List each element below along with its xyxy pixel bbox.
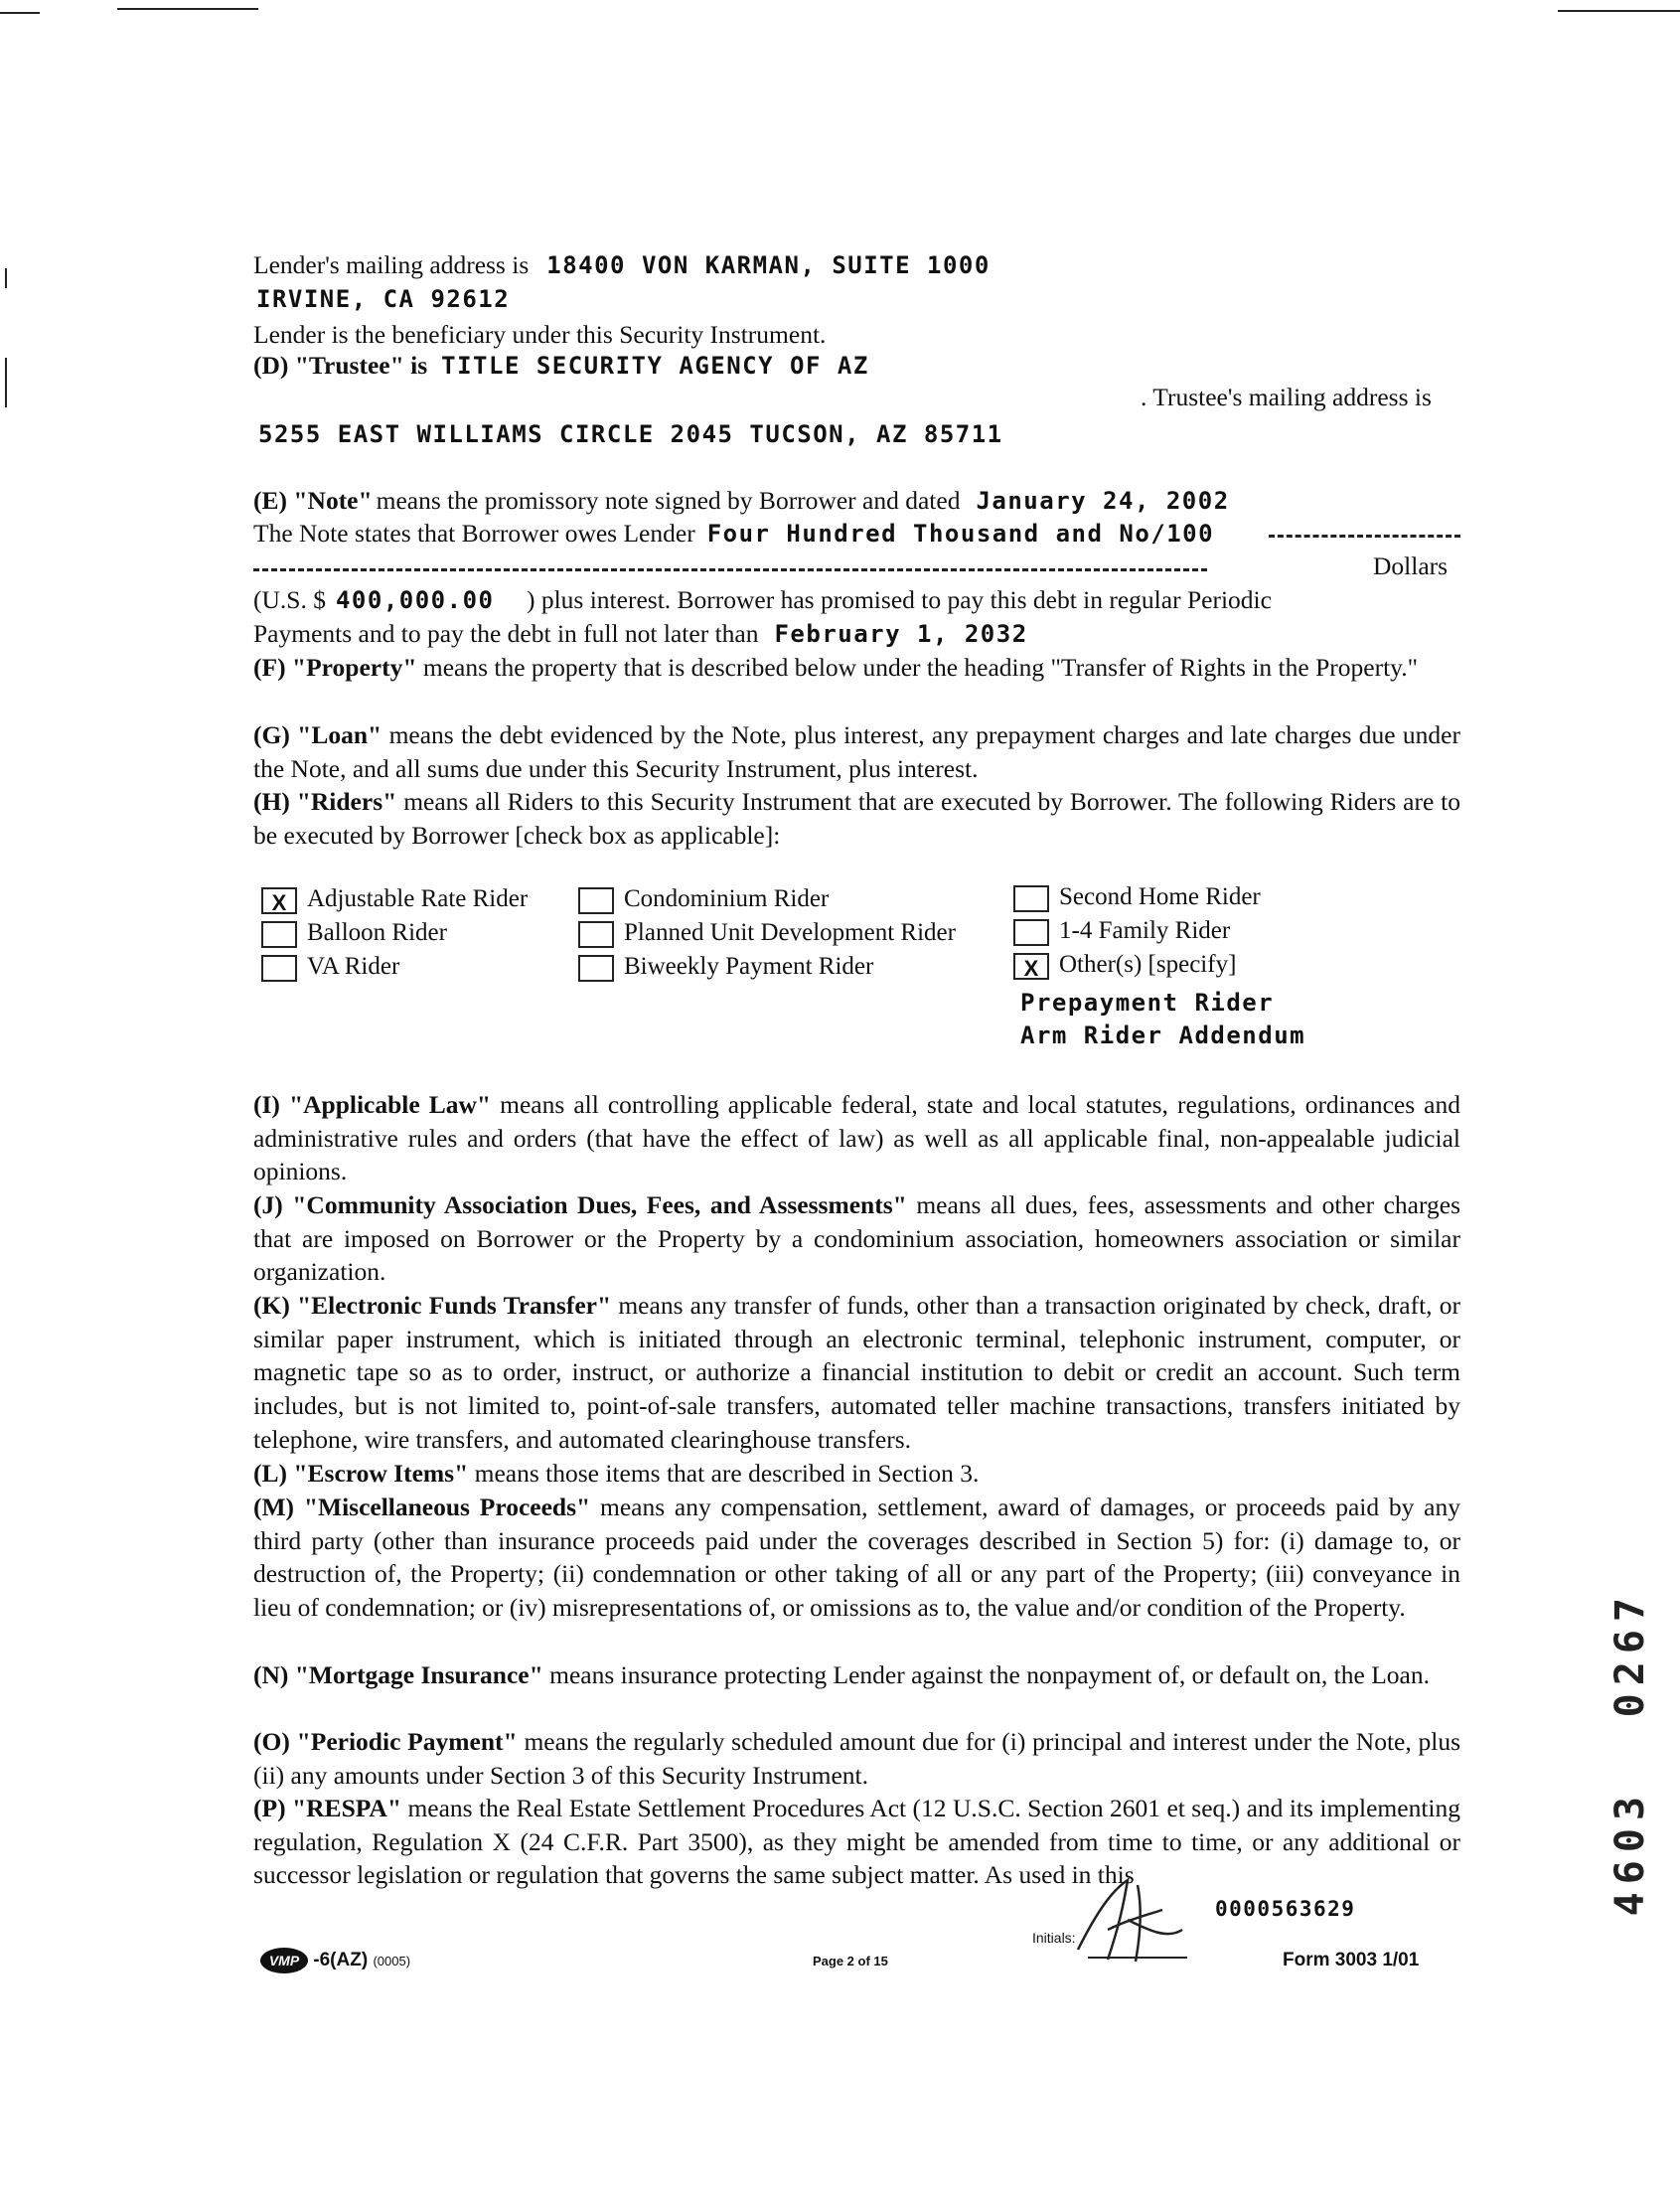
definition-text: means those items that are described in Section 3. xyxy=(474,1459,980,1488)
rider-label: Planned Unit Development Rider xyxy=(624,919,956,946)
definition-text: means the property that is described below under the heading "Transfer of Rights in the Property." xyxy=(422,653,1419,682)
definition-miscellaneous-proceeds xyxy=(253,1491,1460,1625)
definition-term: (F) "Property" xyxy=(253,653,417,682)
lender-address-line2-row xyxy=(256,282,510,320)
definition-term: (M) "Miscellaneous Proceeds" xyxy=(253,1493,591,1521)
rider-label: Other(s) [specify] xyxy=(1059,951,1237,978)
definition-escrow-items xyxy=(253,1457,1460,1491)
scan-artifact-line xyxy=(5,358,7,407)
note-text4: Payments and to pay the debt in full not later than xyxy=(253,619,759,648)
definition-respa xyxy=(253,1792,1460,1892)
scan-artifact-line xyxy=(5,268,7,288)
page-number: Page 2 of 15 xyxy=(813,1954,888,1968)
definition-term: (I) "Applicable Law" xyxy=(253,1090,492,1119)
rider-label: 1-4 Family Rider xyxy=(1059,917,1231,944)
initials-label: Initials: xyxy=(1032,1930,1076,1946)
recording-stamp-line2: 0267 xyxy=(1607,1590,1653,1718)
definition-text: means the regularly scheduled amount due for (i) principal and interest under the Note, plus (ii) any amounts under Section 3 of this Security Instrument. xyxy=(253,1727,1461,1790)
rider-checkbox[interactable]: X xyxy=(261,887,297,914)
rider-label: Biweekly Payment Rider xyxy=(624,953,874,980)
note-text2: The Note states that Borrower owes Lender xyxy=(253,519,695,548)
rider-adjustable-rate[interactable] xyxy=(261,884,528,914)
note-dollars: Dollars xyxy=(1373,551,1449,580)
rider-label: Balloon Rider xyxy=(307,919,447,946)
definition-periodic-payment xyxy=(253,1725,1460,1792)
scan-artifact-line xyxy=(1558,10,1680,12)
definition-applicable-law xyxy=(253,1088,1460,1188)
note-amount: 400,000.00 xyxy=(335,586,495,614)
trustee-mailing-label: . Trustee's mailing address is xyxy=(1141,383,1432,411)
note-text1: means the promissory note signed by Borrower and dated xyxy=(376,486,961,515)
trustee-label: (D) "Trustee" is xyxy=(253,351,428,380)
rider-checkbox[interactable] xyxy=(578,887,614,914)
scan-artifact-line xyxy=(117,8,258,10)
rider-others[interactable] xyxy=(1013,950,1236,980)
definition-term: (H) "Riders" xyxy=(253,787,397,816)
fill-dash-line xyxy=(253,568,1207,571)
note-line4 xyxy=(253,617,1028,655)
trustee-line xyxy=(253,349,869,387)
rider-checkbox[interactable]: X xyxy=(1013,953,1049,980)
lender-mailing-label: Lender's mailing address is xyxy=(253,250,530,279)
rider-balloon[interactable] xyxy=(261,918,447,948)
form-number: Form 3003 1/01 xyxy=(1283,1950,1420,1970)
fill-dash-line xyxy=(1269,535,1460,538)
rider-label: Second Home Rider xyxy=(1059,883,1261,910)
rider-checkbox[interactable] xyxy=(1013,885,1049,912)
trustee-name: TITLE SECURITY AGENCY OF AZ xyxy=(441,352,869,380)
note-us-prefix: (U.S. $ xyxy=(253,585,326,614)
rider-label: VA Rider xyxy=(307,953,400,980)
note-line2 xyxy=(253,517,1214,554)
note-maturity: February 1, 2032 xyxy=(774,620,1028,648)
rider-second-home[interactable] xyxy=(1013,882,1261,912)
recording-stamp-line1: 4603 xyxy=(1607,1789,1653,1917)
definition-community-dues xyxy=(253,1188,1460,1289)
definition-property xyxy=(253,651,1460,685)
initials-signature xyxy=(1068,1870,1187,1969)
scan-artifact-line xyxy=(0,12,40,14)
rider-label: Condominium Rider xyxy=(624,885,830,912)
rider-va[interactable] xyxy=(261,952,399,982)
definition-mortgage-insurance xyxy=(253,1658,1460,1692)
rider-planned-unit-development[interactable] xyxy=(578,918,956,948)
rider-checkbox[interactable] xyxy=(578,955,614,982)
definition-text: means the debt evidenced by the Note, plus interest, any prepayment charges and late charges due under the Note, and all sums due under this Security Instrument, plus interest. xyxy=(253,720,1460,783)
note-text3: ) plus interest. Borrower has promised to pay this debt in regular Periodic xyxy=(526,585,1272,614)
lender-beneficiary-text: Lender is the beneficiary under this Security Instrument. xyxy=(253,320,827,349)
definition-text: means any compensation, settlement, award of damages, or proceeds paid by any third party (other than insurance proceeds paid under the coverages described in Section 5) for: (i) damage to, or destruction of, the Property; (ii) condemnation or other taking of all or any part of the Property; (iii) conveyance in lieu of condemnation; or (iv) misrepresentations of, or omissions as to, the value and/or condition of the Property. xyxy=(253,1493,1461,1623)
form-version: (0005) xyxy=(373,1954,411,1969)
loan-number: 0000563629 xyxy=(1215,1897,1356,1921)
rider-checkbox[interactable] xyxy=(261,921,297,948)
lender-address-line1: 18400 VON KARMAN, SUITE 1000 xyxy=(546,251,991,279)
definition-text: means insurance protecting Lender against the nonpayment of, or default on, the Loan. xyxy=(549,1660,1430,1689)
definition-text: means all Riders to this Security Instrument that are executed by Borrower. The following Riders are to be executed by Borrower [check box as applicable]: xyxy=(253,787,1461,850)
form-code: -6(AZ) xyxy=(313,1950,369,1971)
definition-text: means the Real Estate Settlement Procedures Act (12 U.S.C. Section 2601 et seq.) and its implementing regulation, Regulation X (24 C.F.R. Part 3500), as they might be amended from time to time, or any additional or successor legislation or regulation that governs the same subject matter. As used in this xyxy=(253,1794,1461,1890)
definition-term: (P) "RESPA" xyxy=(253,1794,402,1822)
definition-term: (L) "Escrow Items" xyxy=(253,1459,469,1488)
other-rider-prepayment: Prepayment Rider xyxy=(1020,989,1275,1017)
rider-condominium[interactable] xyxy=(578,884,829,914)
definition-term: (J) "Community Association Dues, Fees, and Assessments" xyxy=(253,1190,907,1219)
note-amount-words: Four Hundred Thousand and No/100 xyxy=(706,520,1215,548)
definition-text: means all dues, fees, assessments and other charges that are imposed on Borrower or the Property by a condominium association, homeowners association or similar organization. xyxy=(253,1190,1461,1287)
trustee-address: 5255 EAST WILLIAMS CIRCLE 2045 TUCSON, AZ 85711 xyxy=(258,420,1003,448)
lender-mailing-line xyxy=(253,248,991,286)
trustee-address-row xyxy=(258,417,1003,455)
definition-term: (O) "Periodic Payment" xyxy=(253,1727,518,1756)
definition-term: (K) "Electronic Funds Transfer" xyxy=(253,1291,612,1320)
form-code-block xyxy=(260,1948,410,1973)
other-rider-arm-addendum: Arm Rider Addendum xyxy=(1020,1022,1306,1049)
rider-label: Adjustable Rate Rider xyxy=(307,885,529,912)
vmp-logo-icon: VMP xyxy=(260,1948,308,1973)
definition-electronic-funds-transfer xyxy=(253,1289,1460,1457)
note-line3 xyxy=(253,583,1272,621)
note-date: January 24, 2002 xyxy=(976,487,1230,515)
rider-checkbox[interactable] xyxy=(1013,919,1049,946)
rider-1-4-family[interactable] xyxy=(1013,916,1230,946)
note-term: (E) "Note" xyxy=(253,486,373,515)
lender-address-line2: IRVINE, CA 92612 xyxy=(256,285,511,313)
definition-term: (G) "Loan" xyxy=(253,720,382,749)
definition-loan xyxy=(253,718,1460,785)
definition-riders xyxy=(253,785,1460,852)
rider-biweekly-payment[interactable] xyxy=(578,952,873,982)
rider-checkbox[interactable] xyxy=(261,955,297,982)
definition-text: means any transfer of funds, other than a transaction originated by check, draft, or similar paper instrument, which is initiated through an electronic terminal, telephonic instrument, computer, or magnetic tape so as to order, instruct, or authorize a financial institution to debit or credit an account. Such term includes, but is not limited to, point-of-sale transfers, automated teller machine transactions, transfers initiated by telephone, wire transfers, and automated clearinghouse transfers. xyxy=(253,1291,1460,1454)
definition-text: means all controlling applicable federal, state and local statutes, regulations, ordinances and administrative rules and orders (that have the effect of law) as well as all applicable final, non-appealable judicial opinions. xyxy=(253,1090,1461,1186)
definition-term: (N) "Mortgage Insurance" xyxy=(253,1660,543,1689)
rider-checkbox[interactable] xyxy=(578,921,614,948)
